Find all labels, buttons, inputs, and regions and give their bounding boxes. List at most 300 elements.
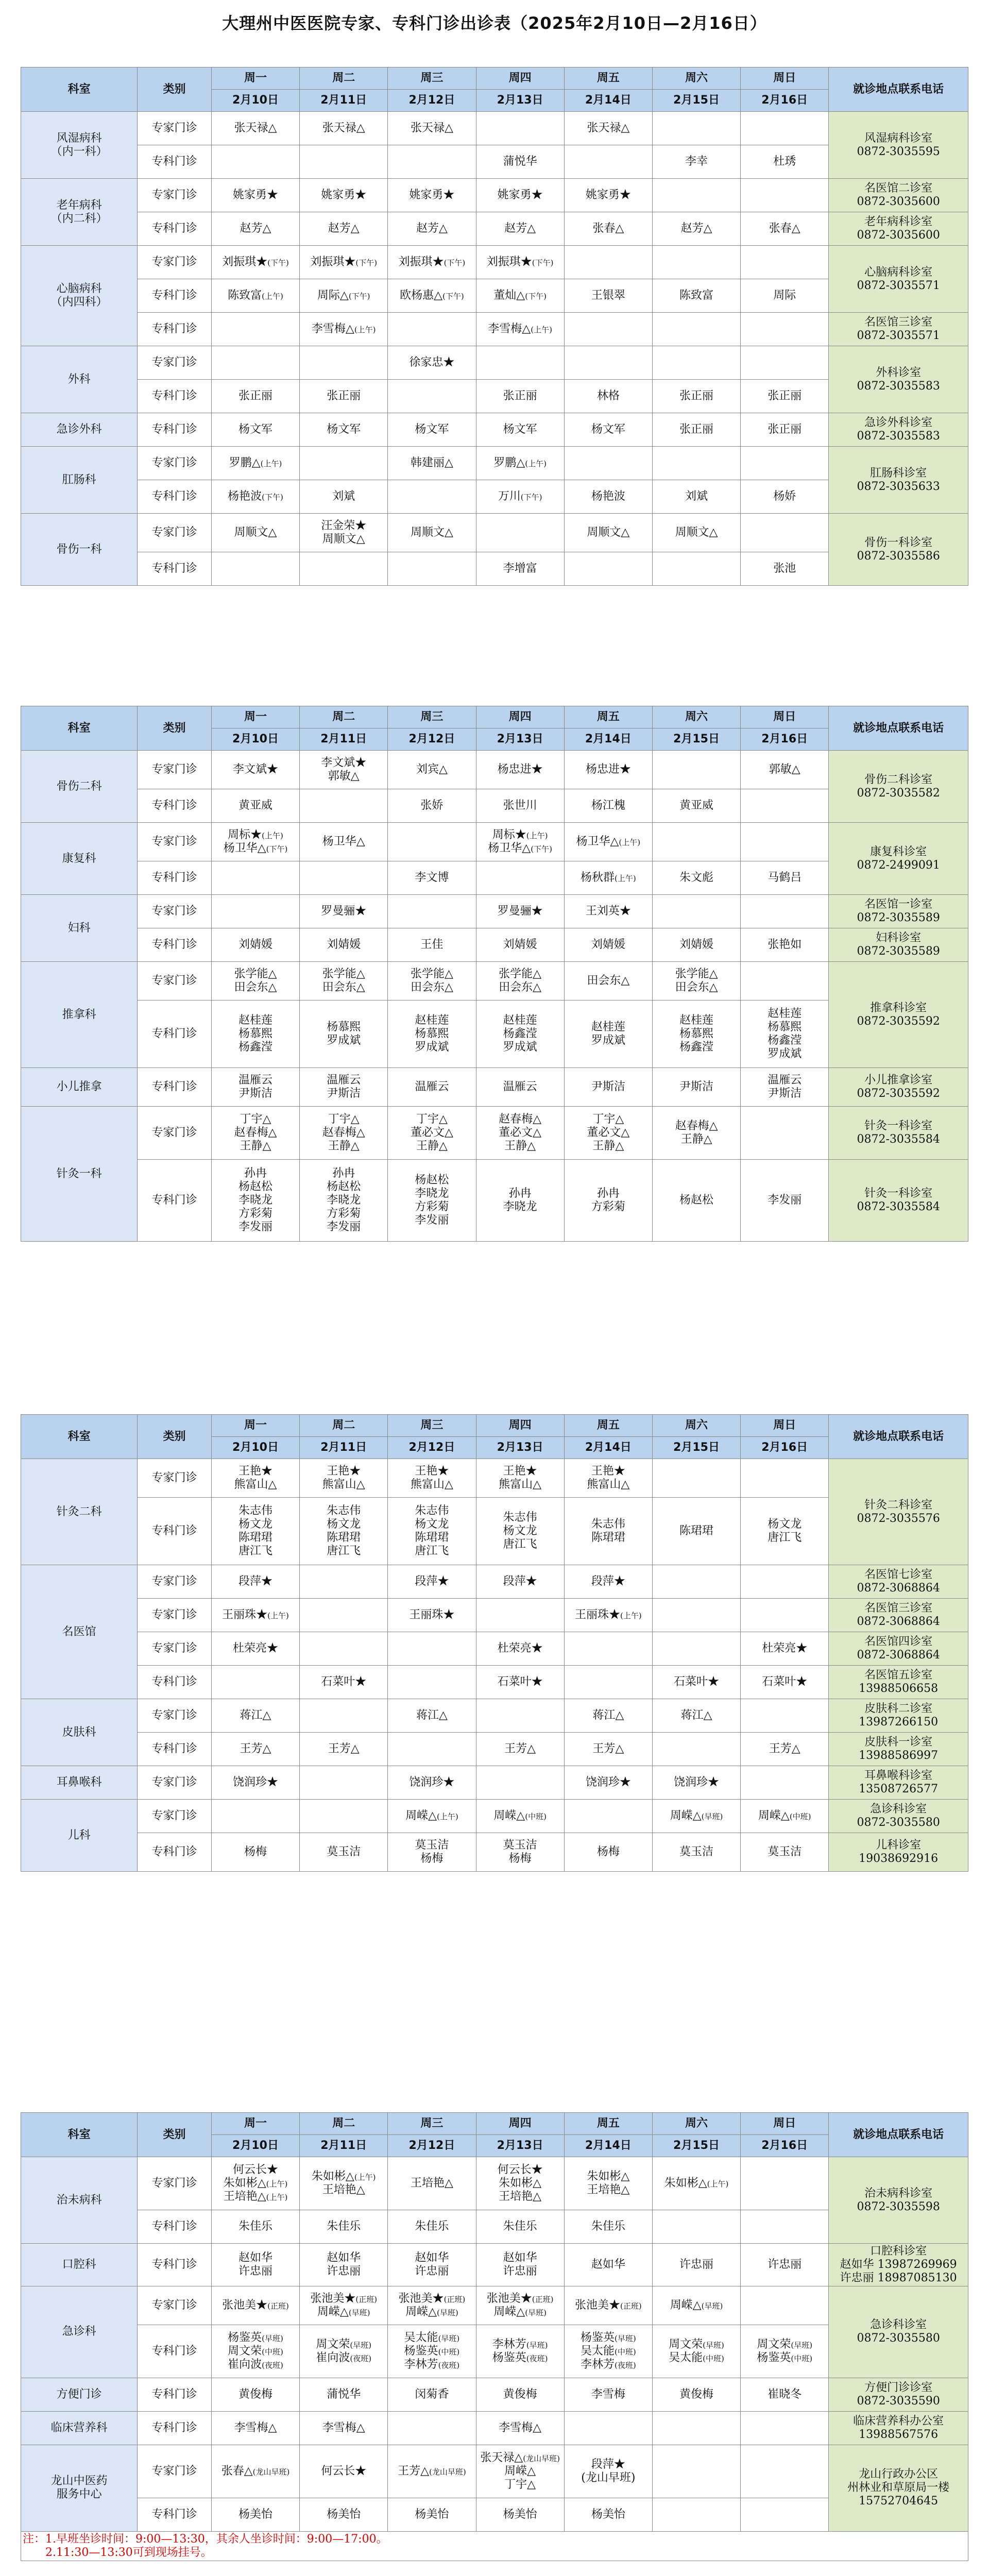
doctor-name: 杨文军 [327,423,361,436]
schedule-row [21,1498,968,1565]
category-cell: 专科门诊 [138,2210,212,2244]
date-header: 2月13日 [476,1437,564,1459]
doctor-cell [476,1833,564,1872]
doctor-name: 蒲悦华 [327,2387,361,2401]
doctor-name: 朱佳乐 [591,2220,625,2233]
department-cell [21,346,138,413]
doctor-cell [741,2210,829,2244]
doctor-name: 赵芳△ [504,222,536,235]
schedule-row [21,2286,968,2325]
doctor-cell [388,2244,476,2286]
doctor-cell [564,2286,652,2325]
weekday-header: 周四 [476,67,564,90]
location-cell [829,1766,968,1800]
doctor-name: 朱如彬△ [587,2170,630,2183]
doctor-name: 田会东△ [587,974,630,988]
department-cell [21,2244,138,2286]
schedule-row [21,1565,968,1599]
doctor-name: 朱如彬△(上午) [223,2177,288,2190]
doctor-cell [388,751,476,789]
schedule-row [21,962,968,1001]
doctor-cell [652,823,740,861]
doctor-name: 罗成斌 [327,1034,361,1047]
location-cell [829,447,968,514]
category-cell: 专科门诊 [138,789,212,823]
doctor-name: 张天禄△ [234,122,277,135]
doctor-cell [652,346,740,380]
doctor-name: 刘斌 [332,490,355,503]
doctor-name: 张春△ [592,222,624,235]
doctor-cell [476,928,564,962]
doctor-name: 杨秋群(上午) [580,871,636,885]
weekday-header: 周日 [741,67,829,90]
doctor-name: 张天禄△(龙山早班) [480,2451,560,2464]
location-cell [829,1833,968,1872]
doctor-name: 张天禄△ [322,122,365,135]
note-line: 2.11:30—13:30可到现场挂号。 [45,2546,212,2559]
location-line: 0872-3035580 [857,1816,940,1829]
doctor-name: 董必文△ [587,1126,630,1140]
doctor-cell [476,212,564,246]
doctor-cell [476,1001,564,1068]
doctor-name: 李发丽 [238,1220,273,1233]
time-note: (正班) [620,2301,642,2311]
doctor-name: 何云长★ [321,2464,367,2478]
doctor-cell [564,447,652,480]
doctor-cell [211,895,299,928]
schedule-row [21,1699,968,1733]
doctor-cell [388,1699,476,1733]
doctor-cell [300,480,388,514]
doctor-name: 赵春梅△ [234,1126,277,1140]
doctor-name: 朱佳乐 [327,2220,361,2233]
doctor-cell [741,212,829,246]
time-note: (上午) [525,459,547,469]
doctor-cell [652,928,740,962]
date-header: 2月13日 [476,2135,564,2157]
doctor-name: 汪金荣★ [321,519,367,533]
schedule-row [21,2157,968,2210]
doctor-name: 罗成斌 [415,1040,449,1054]
doctor-cell [741,895,829,928]
time-note: (上午) [267,1611,289,1621]
doctor-name: 周标★(上午) [492,828,548,842]
doctor-name: 赵芳△ [240,222,271,235]
doctor-cell [300,2210,388,2244]
doctor-name: 周标★(上午) [228,828,283,842]
category-cell: 专家门诊 [138,2445,212,2498]
doctor-name: 王艳★ [327,1465,361,1478]
weekday-header: 周日 [741,1415,829,1437]
schedule-row [21,1459,968,1498]
doctor-name: 闵菊香 [415,2387,449,2401]
time-note: (上午) [526,831,548,841]
doctor-name: 蒋江△ [592,1709,624,1722]
doctor-cell [652,2445,740,2498]
doctor-name: 王芳△ [504,1742,536,1756]
doctor-cell [741,552,829,586]
doctor-name: 黄俊梅 [679,2387,714,2401]
schedule-row [21,789,968,823]
doctor-cell [300,413,388,447]
department-cell [21,246,138,346]
doctor-name: 熊富山△ [587,1478,630,1491]
doctor-name: 杜琇 [773,155,796,168]
doctor-name: 杨赵松 [415,1174,449,1187]
note-row [21,2531,968,2561]
doctor-cell [388,2157,476,2210]
location-line: 13988567576 [859,2428,939,2441]
doctor-name: 崔向波(夜班) [316,2351,372,2364]
doctor-cell [652,413,740,447]
doctor-name: 徐家忠★ [409,356,455,369]
doctor-name: 王静△ [504,1139,536,1153]
time-note: (早班) [614,2333,636,2343]
date-header: 2月15日 [652,2135,740,2157]
doctor-name: 周嵘△(中班) [758,1809,811,1823]
doctor-cell [388,413,476,447]
doctor-name: 王静△ [328,1139,360,1153]
location-cell [829,2286,968,2378]
schedule-row [21,2378,968,2411]
department-cell [21,962,138,1068]
doctor-cell [564,1498,652,1565]
time-note: (上午) [262,292,283,301]
doctor-cell [564,1160,652,1242]
schedule-row [21,1666,968,1699]
department-name: 名医馆 [62,1625,96,1638]
doctor-cell [652,1699,740,1733]
location-line: 15752704645 [859,2495,939,2508]
schedule-row [21,1160,968,1242]
doctor-cell [300,1733,388,1766]
date-header: 2月14日 [564,90,652,112]
doctor-name: 张正丽 [679,389,714,403]
doctor-cell [741,823,829,861]
doctor-cell [741,2325,829,2378]
category-cell: 专家门诊 [138,514,212,552]
doctor-name: 蒲悦华 [503,155,537,168]
doctor-name: 杨忠进★ [585,763,631,776]
doctor-cell [300,1565,388,1599]
location-line: 心脑病科诊室 [864,265,933,279]
category-cell: 专家门诊 [138,1565,212,1599]
time-note: (早班) [701,2301,723,2311]
doctor-cell [652,2325,740,2378]
doctor-name: 杨慕熙 [679,1027,714,1041]
doctor-cell [388,1068,476,1107]
category-cell: 专家门诊 [138,447,212,480]
doctor-name: 赵如华 [591,2258,625,2271]
location-line: 小儿推拿诊室 [864,1074,933,1087]
schedule-row [21,1833,968,1872]
doctor-cell [300,2244,388,2286]
location-line: 0872-3035571 [857,279,940,292]
schedule-table [21,2112,968,2561]
doctor-cell [476,1459,564,1498]
doctor-cell [652,145,740,179]
doctor-cell [211,2325,299,2378]
location-cell [829,212,968,246]
doctor-cell [564,2325,652,2378]
doctor-name: 周嵘△(早班) [670,1809,723,1823]
location-line: 0872-3035589 [857,911,940,924]
category-cell: 专家门诊 [138,246,212,279]
location-line: 治未病科诊室 [864,2187,933,2200]
doctor-cell [741,1160,829,1242]
doctor-cell [300,861,388,895]
doctor-name: 丁宇△ [416,1113,448,1126]
doctor-name: 方彩菊 [415,1200,449,1213]
doctor-cell [476,279,564,313]
doctor-name: 张艳如 [768,938,802,952]
department-cell [21,823,138,895]
doctor-name: 刘婧媛 [503,938,537,952]
doctor-cell [652,895,740,928]
doctor-cell [564,1800,652,1833]
category-cell: 专科门诊 [138,279,212,313]
doctor-cell [388,928,476,962]
doctor-cell [211,380,299,413]
doctor-cell [741,2157,829,2210]
doctor-cell [300,112,388,145]
cat-header: 类别 [138,2113,212,2157]
location-line: 0872-3068864 [857,1582,940,1595]
doctor-cell [211,2378,299,2411]
doctor-name: 唐江飞 [503,1537,537,1551]
doctor-cell [388,2378,476,2411]
doctor-cell [211,2286,299,2325]
doctor-cell [564,1001,652,1068]
doctor-cell [211,2210,299,2244]
doctor-cell [388,1160,476,1242]
schedule-row [21,380,968,413]
location-line: 针灸一科诊室 [864,1187,933,1200]
weekday-header: 周二 [300,706,388,728]
doctor-cell [741,2498,829,2531]
doctor-cell [300,2286,388,2325]
doctor-cell [741,1498,829,1565]
header-row [21,706,968,728]
location-cell [829,1599,968,1632]
category-cell: 专家门诊 [138,2286,212,2325]
category-cell: 专科门诊 [138,2498,212,2531]
doctor-cell [300,1068,388,1107]
doctor-name: 方彩菊 [238,1207,273,1220]
doctor-name: 赵桂莲 [238,1014,273,1027]
doctor-cell [564,480,652,514]
doctor-cell [300,145,388,179]
time-note: (中班) [789,1812,811,1822]
doctor-cell [564,895,652,928]
weekday-header: 周二 [300,2113,388,2135]
doctor-cell [211,823,299,861]
date-header: 2月10日 [211,90,299,112]
doctor-cell [564,1733,652,1766]
date-header: 2月15日 [652,1437,740,1459]
doctor-cell [211,1565,299,1599]
location-cell [829,112,968,179]
doctor-name: 杨美怡 [591,2507,625,2521]
location-cell [829,895,968,928]
doctor-cell [652,279,740,313]
doctor-name: 杨鉴英(中班) [404,2344,460,2358]
category-cell: 专家门诊 [138,1632,212,1666]
doctor-name: 杨卫华△ [322,835,365,849]
doctor-cell [388,246,476,279]
doctor-cell [652,480,740,514]
doctor-name: 周顺文△ [675,526,718,539]
location-line: 耳鼻喉科诊室 [864,1769,933,1783]
doctor-name: 李雪梅△ [322,2421,365,2434]
doctor-cell [476,2378,564,2411]
doctor-name: 杨文军 [415,423,449,436]
department-name: 骨伤一科 [56,543,102,556]
date-header: 2月12日 [388,90,476,112]
doctor-cell [476,1599,564,1632]
doctor-cell [388,1001,476,1068]
department-name: 治未病科 [56,2193,102,2207]
doctor-cell [741,1068,829,1107]
weekday-header: 周六 [652,2113,740,2135]
doctor-cell [652,112,740,145]
location-line: 皮肤科一诊室 [864,1736,933,1749]
doctor-cell [300,1766,388,1800]
time-note: (早班) [525,2308,547,2317]
doctor-cell [476,380,564,413]
department-cell [21,2157,138,2244]
header-row [21,2113,968,2135]
doctor-cell [300,552,388,586]
time-note: (下午) [348,292,370,301]
doctor-name: 张学能△ [322,968,365,981]
doctor-cell [476,1068,564,1107]
doctor-name: 杨赵松 [679,1194,714,1207]
doctor-cell [388,279,476,313]
doctor-name: 杨梅 [420,1852,444,1865]
doctor-cell [300,1666,388,1699]
doctor-name: 董灿△(下午) [493,289,547,302]
doctor-cell [476,447,564,480]
schedule-row [21,514,968,552]
schedule-row [21,928,968,962]
doctor-cell [211,447,299,480]
time-note: (下午) [355,258,378,268]
doctor-cell [388,1666,476,1699]
doctor-cell [652,1459,740,1498]
dept-header: 科室 [21,1415,138,1459]
doctor-name: 莫玉洁 [415,1839,449,1852]
doctor-name: 杨江槐 [591,799,625,812]
weekday-header: 周三 [388,706,476,728]
doctor-name: 赵桂莲 [679,1014,714,1027]
doctor-name: 方彩菊 [591,1200,625,1213]
doctor-name: 张正丽 [679,423,714,436]
doctor-name: 周文荣(早班) [757,2337,813,2351]
doctor-cell [300,928,388,962]
department-name: 服务中心 [56,2488,102,2501]
category-cell: 专家门诊 [138,112,212,145]
doctor-name: 罗成斌 [503,1040,537,1054]
time-note: (龙山早班) [429,2467,466,2477]
doctor-cell [300,2498,388,2531]
time-note: (夜班) [350,2353,372,2363]
location-line: 老年病科诊室 [864,215,933,229]
location-line: 临床营养科办公室 [853,2414,944,2428]
doctor-cell [741,380,829,413]
doctor-cell [564,1666,652,1699]
doctor-name: 许忠丽 [415,2264,449,2278]
doctor-cell [388,2498,476,2531]
doctor-name: 丁宇△ [592,1113,624,1126]
schedule-row [21,1001,968,1068]
doctor-name: 林格 [596,389,620,403]
location-cell [829,413,968,447]
schedule-row [21,2411,968,2445]
doctor-name: 赵如华 [503,2251,537,2264]
doctor-cell [741,1107,829,1160]
doctor-name: 朱佳乐 [503,2220,537,2233]
doctor-name: 周际 [773,289,796,302]
doctor-name: 黄俊梅 [238,2387,273,2401]
doctor-cell [211,179,299,212]
doctor-name: 吴太能(早班) [404,2331,460,2344]
doctor-name: 许忠丽 [238,2264,273,2278]
doctor-name: 姚家勇★ [409,189,455,202]
doctor-cell [741,279,829,313]
doctor-name: 刘振琪★(下午) [310,256,378,269]
doctor-name: 蒋江△ [240,1709,271,1722]
doctor-cell [388,1833,476,1872]
department-name: 急诊外科 [56,423,102,436]
location-line: 风湿病科诊室 [864,131,933,145]
doctor-name: 姚家勇★ [321,189,367,202]
location-line: 龙山行政办公区 [859,2468,939,2481]
time-note: (正班) [267,2301,289,2311]
doctor-cell [388,1766,476,1800]
doctor-cell [652,2244,740,2286]
location-cell [829,1565,968,1599]
category-cell: 专家门诊 [138,823,212,861]
doctor-name: 张学能△ [499,968,542,981]
weekday-header: 周五 [564,67,652,90]
doctor-cell [741,1632,829,1666]
doctor-cell [211,246,299,279]
doctor-name: 张池美★(正班) [222,2298,289,2312]
doctor-cell [300,212,388,246]
doctor-name: 赵春梅△ [322,1126,365,1140]
doctor-cell [388,1498,476,1565]
doctor-cell [388,380,476,413]
doctor-cell [211,1160,299,1242]
doctor-name: 许忠丽 [503,2264,537,2278]
schedule-row [21,861,968,895]
doctor-name: 杨艳波 [591,490,625,503]
category-cell: 专科门诊 [138,928,212,962]
category-cell: 专科门诊 [138,1160,212,1242]
doctor-name: 李林芳(早班) [492,2337,548,2351]
location-line: 外科诊室 [876,366,922,379]
doctor-name: 杨梅 [596,1845,620,1859]
weekday-header: 周三 [388,67,476,90]
doctor-cell [476,1498,564,1565]
doctor-name: 杨梅 [244,1845,267,1859]
weekday-header: 周三 [388,2113,476,2135]
doctor-name: 杨文龙 [503,1524,537,1538]
doctor-name: 吴太能(中班) [580,2344,636,2358]
doctor-name: 赵如华 [327,2251,361,2264]
doctor-cell [476,962,564,1001]
